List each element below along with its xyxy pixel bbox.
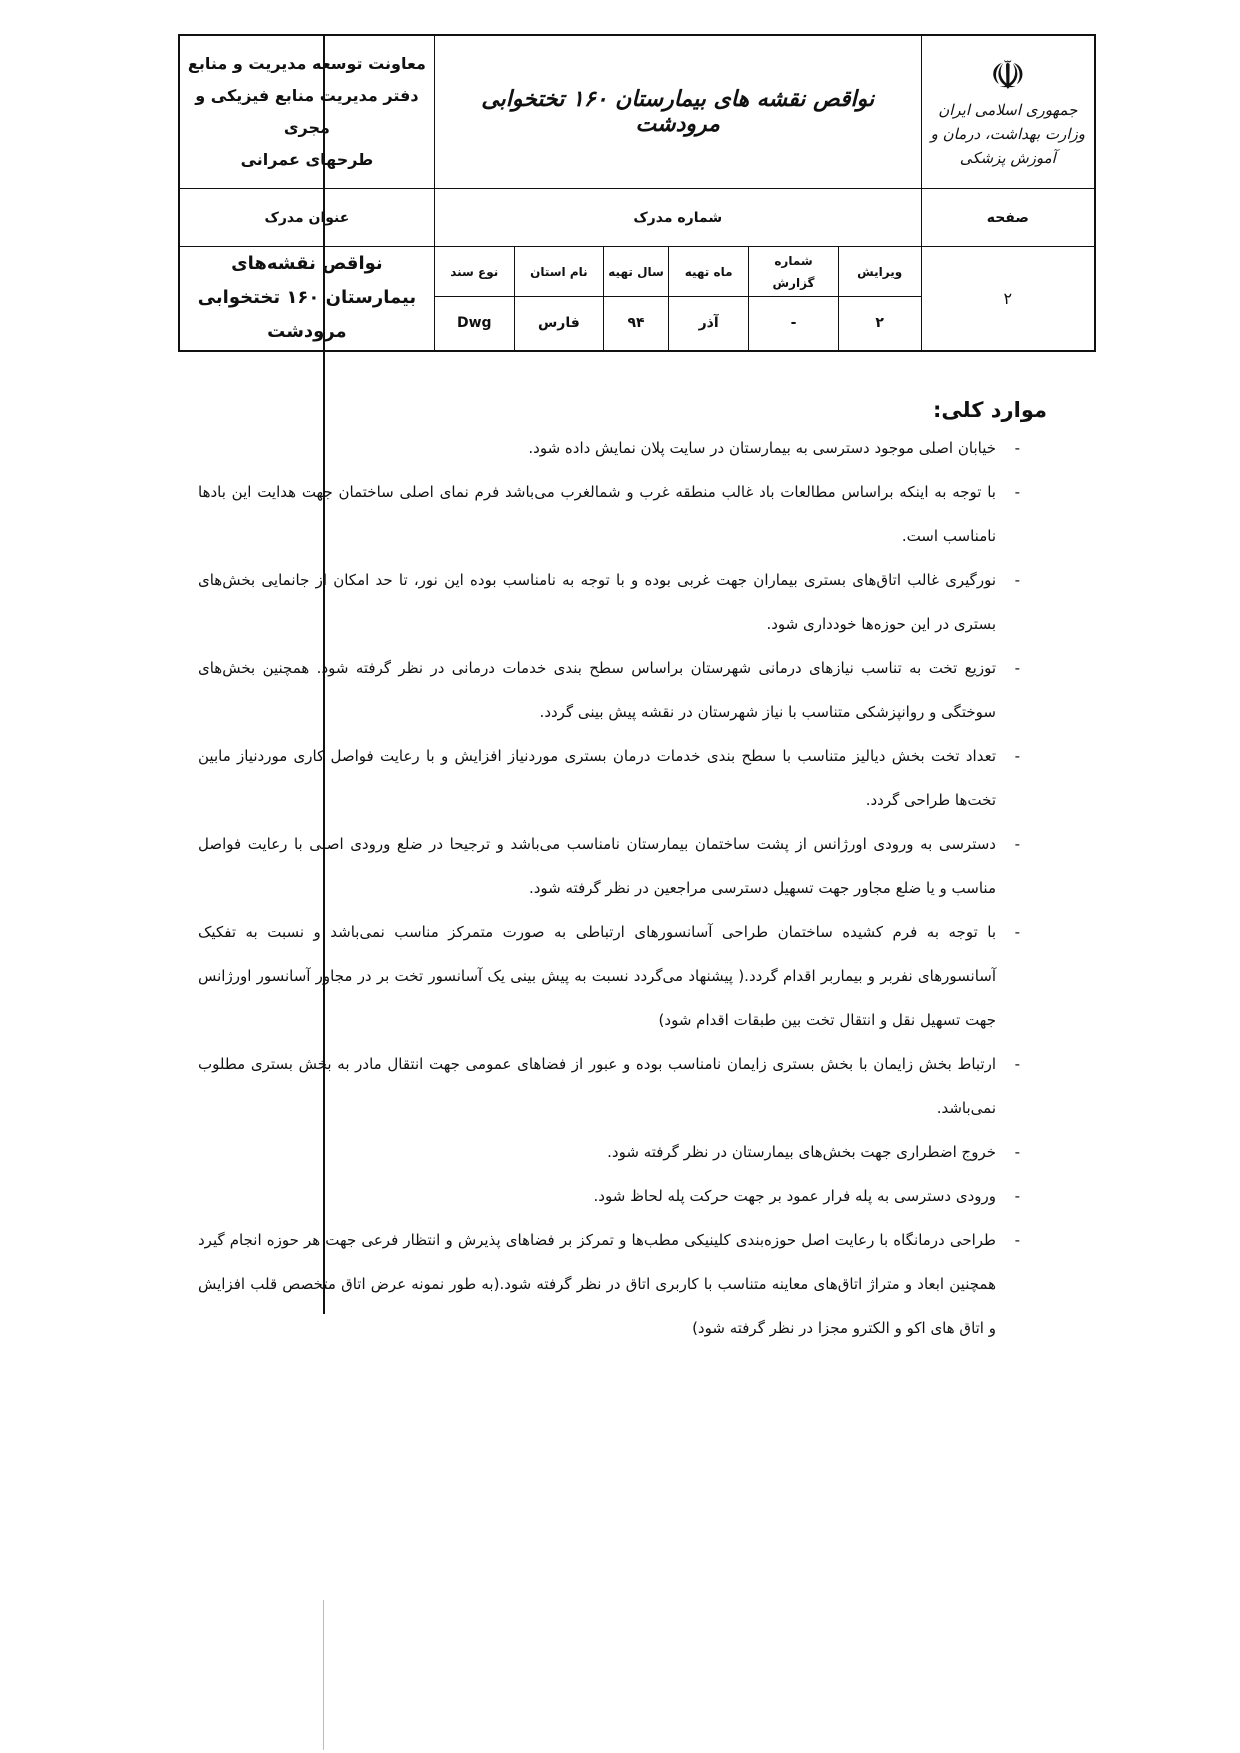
list-item: - تعداد تخت بخش دیالیز متناسب با سطح بندی خدمات درمان بستری موردنیاز افزایش و با رعایت فواصل کاری موردنیاز مابین تخت‌ها طراحی گردد.: [198, 734, 1020, 822]
logo-line2: وزارت بهداشت، درمان و آموزش پزشکی: [930, 125, 1085, 167]
province-label: نام استان: [514, 247, 603, 297]
list-item: - خیابان اصلی موجود دسترسی به بیمارستان در سایت پلان نمایش داده شود.: [198, 426, 1020, 470]
list-item: - نورگیری غالب اتاق‌های بستری بیماران جهت غربی بوده و با توجه به نامناسب بوده این نور، تا حد امکان از جانمایی بخش‌های بستری در این حوزه‌ها خودداری شود.: [198, 558, 1020, 646]
revision-value: ۲: [838, 297, 921, 351]
section-title: موارد کلی:: [933, 398, 1047, 422]
list-item: - با توجه به فرم کشیده ساختمان طراحی آسانسورهای ارتباطی به صورت متمرکز مناسب نمی‌باشد و نسبت به تفکیک آسانسورهای نفربر و بیماربر اقدام گردد.( پیشنهاد می‌گردد نسبت به پیش بینی یک آسانسور تخت بر در مجاور آسانسور اورژانس جهت تسهیل نقل و انتقال تخت بین طبقات اقدام شود): [198, 910, 1020, 1042]
prep-month-value: آذر: [668, 297, 748, 351]
doc-type-label: نوع سند: [434, 247, 514, 297]
province-value: فارس: [514, 297, 603, 351]
org-line1: معاونت توسعه مدیریت و منابع: [187, 54, 426, 73]
doc-type-value: Dwg: [434, 297, 514, 351]
list-item: - توزیع تخت به تناسب نیازهای درمانی شهرستان براساس سطح بندی خدمات درمانی در نظر گرفته شود. همچنین بخش‌های سوختگی و روانپزشکی متناسب با نیاز شهرستان در نقشه پیش بینی گردد.: [198, 646, 1020, 734]
general-items-list: [198, 426, 1020, 1350]
ministry-logo: [921, 35, 1095, 189]
logo-line1: جمهوری اسلامی ایران: [938, 101, 1078, 119]
prep-year-label: سال تهیه: [604, 247, 669, 297]
organization-block: [179, 35, 434, 189]
document-title: نواقص نقشه های بیمارستان ۱۶۰ تختخوابی مرودشت: [434, 35, 921, 189]
prep-month-label: ماه تهیه: [668, 247, 748, 297]
revision-label: ویرایش: [838, 247, 921, 297]
scan-artifact-line-faint: [323, 1600, 324, 1750]
list-item: - ورودی دسترسی به پله فرار عمود بر جهت حرکت پله لحاظ شود.: [198, 1174, 1020, 1218]
report-number-value: -: [749, 297, 838, 351]
doc-title-value: نواقص نقشه‌های بیمارستان ۱۶۰ تختخوابی مرودشت: [179, 247, 434, 351]
prep-year-value: ۹۴: [604, 297, 669, 351]
list-item: - دسترسی به ورودی اورژانس از پشت ساختمان بیمارستان نامناسب می‌باشد و ترجیحا در ضلع ورودی اصلی با رعایت فواصل مناسب و یا ضلع مجاور جهت تسهیل دسترسی مراجعین در نظر گرفته شود.: [198, 822, 1020, 910]
doc-number-label: شماره مدرک: [434, 189, 921, 247]
list-item: - ارتباط بخش زایمان با بخش بستری زایمان نامناسب بوده و عبور از فضاهای عمومی جهت انتقال مادر به بخش بستری مطلوب نمی‌باشد.: [198, 1042, 1020, 1130]
org-line2: دفتر مدیریت منابع فیزیکی و مجری: [195, 86, 419, 137]
list-item: - طراحی درمانگاه با رعایت اصل حوزه‌بندی کلینیکی مطب‌ها و تمرکز بر فضاهای پذیرش و انتظار فرعی جهت هر حوزه انجام گیرد همچنین ابعاد و متراژ اتاق‌های معاینه متناسب با کاربری اتاق در نظر گرفته شود.(به طور نمونه عرض اتاق متخصص قلب افزایش و اتاق های اکو و الکترو مجزا در نظر گرفته شود): [198, 1218, 1020, 1350]
doc-title-label: عنوان مدرک: [179, 189, 434, 247]
document-header-table: [178, 34, 1096, 352]
org-line3: طرحهای عمرانی: [240, 150, 374, 169]
page-number: ۲: [921, 247, 1095, 351]
list-item: - با توجه به اینکه براساس مطالعات باد غالب منطقه غرب و شمالغرب می‌باشد فرم نمای اصلی ساختمان جهت هدایت این بادها نامناسب است.: [198, 470, 1020, 558]
page-label: صفحه: [921, 189, 1095, 247]
list-item: - خروج اضطراری جهت بخش‌های بیمارستان در نظر گرفته شود.: [198, 1130, 1020, 1174]
iran-emblem-icon: ☫: [989, 53, 1026, 99]
report-number-label: شماره گزارش: [749, 247, 838, 297]
